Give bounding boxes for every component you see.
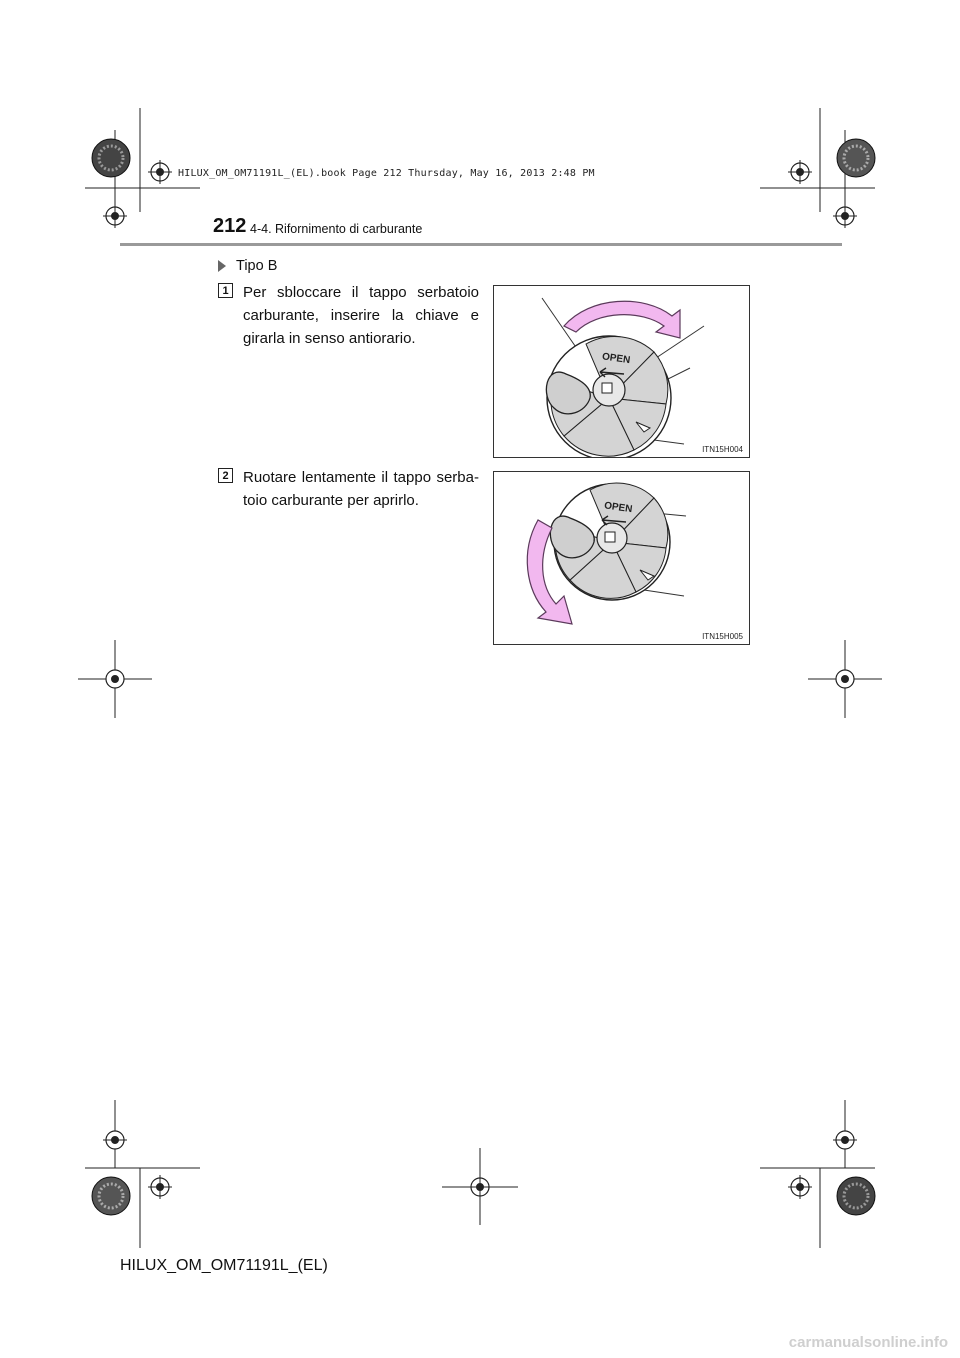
- figure-code-2: ITN15H005: [702, 632, 743, 641]
- print-info: HILUX_OM_OM71191L_(EL).book Page 212 Thursday, May 16, 2013 2:48 PM: [178, 168, 595, 179]
- step-number-1: 1: [218, 283, 233, 298]
- open-label-2: OPEN: [603, 500, 634, 516]
- type-label: Tipo B: [236, 258, 278, 274]
- watermark: carmanualsonline.info: [788, 1334, 948, 1351]
- footer-code: HILUX_OM_OM71191L_(EL): [120, 1257, 328, 1274]
- page-number: 212: [213, 215, 247, 237]
- step-text-1: Per sbloccare il tappo serbatoio carburante, inserire la chiave e girarla in senso antiorario.: [243, 284, 479, 347]
- step-number-2: 2: [218, 468, 233, 483]
- section-title: 4-4. Rifornimento di carburante: [250, 222, 423, 236]
- figure-code-1: ITN15H004: [702, 445, 743, 454]
- open-label: OPEN: [601, 351, 631, 367]
- step-text-2: Ruotare lentamente il tappo serba-toio carburante per aprirlo.: [243, 469, 479, 509]
